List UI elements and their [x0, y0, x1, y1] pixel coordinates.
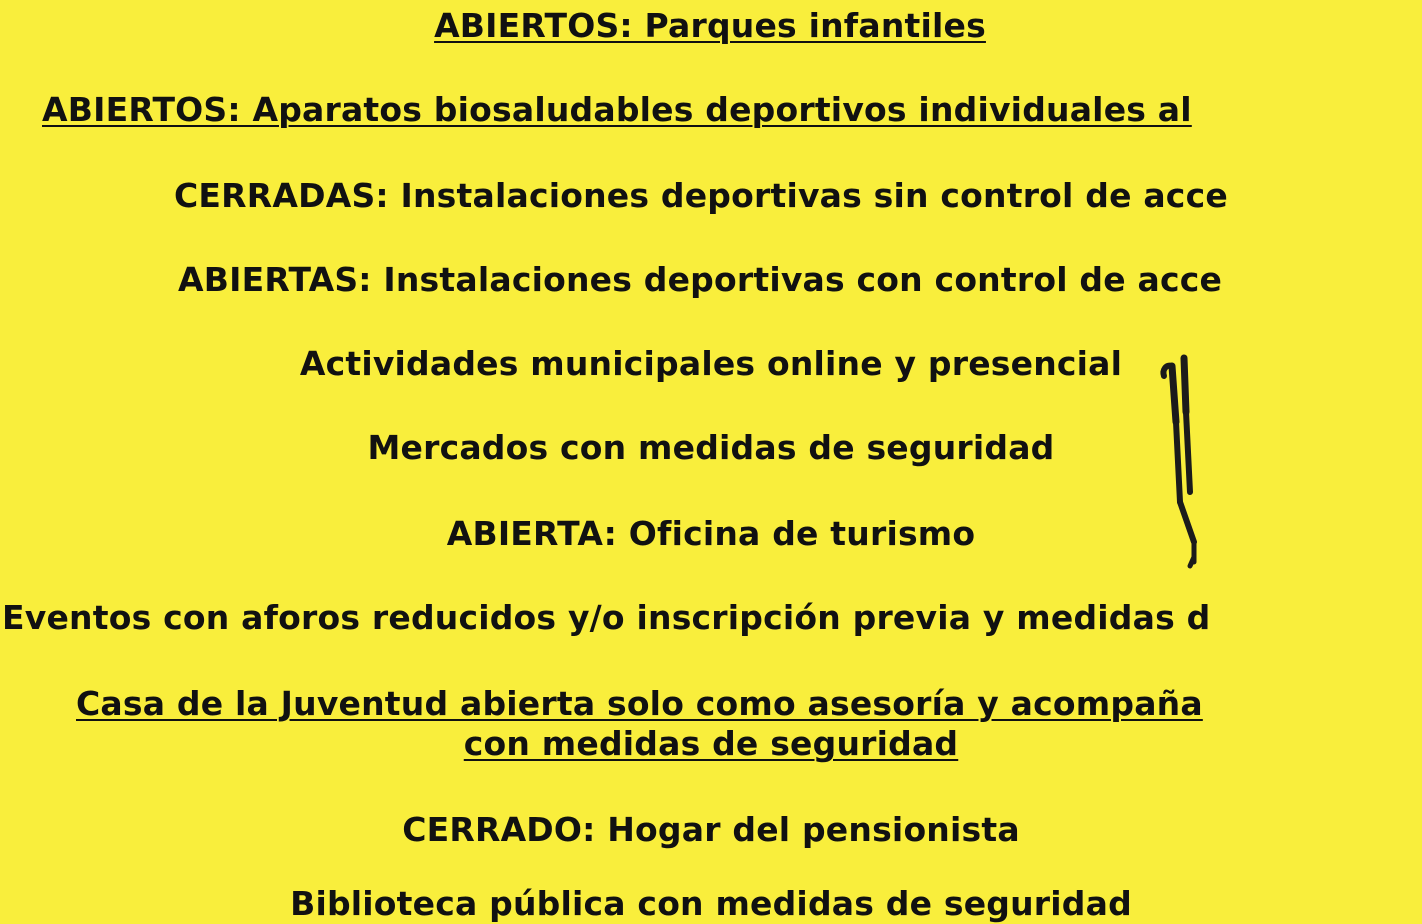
line-instalaciones-sin-control: CERRADAS: Instalaciones deportivas sin control de acce: [174, 176, 1228, 215]
line-oficina-turismo: ABIERTA: Oficina de turismo: [446, 514, 976, 553]
line-aparatos-biosaludables: ABIERTOS: Aparatos biosaludables deportivos individuales al: [42, 90, 1192, 129]
line-mercados: Mercados con medidas de seguridad: [367, 428, 1055, 467]
stick-figure-icon: [1150, 352, 1200, 572]
line-hogar-pensionista: CERRADO: Hogar del pensionista: [402, 810, 1020, 849]
line-eventos-aforos: Eventos con aforos reducidos y/o inscripción previa y medidas d: [2, 598, 1211, 637]
line-biblioteca: Biblioteca pública con medidas de seguridad: [290, 884, 1132, 923]
line-instalaciones-con-control: ABIERTAS: Instalaciones deportivas con control de acce: [178, 260, 1223, 299]
line-casa-juventud-cont: con medidas de seguridad: [463, 724, 959, 763]
line-actividades-municipales: Actividades municipales online y presencial: [299, 344, 1123, 383]
line-parques-infantiles: ABIERTOS: Parques infantiles: [434, 6, 986, 45]
line-casa-juventud: Casa de la Juventud abierta solo como asesoría y acompaña: [76, 684, 1203, 723]
